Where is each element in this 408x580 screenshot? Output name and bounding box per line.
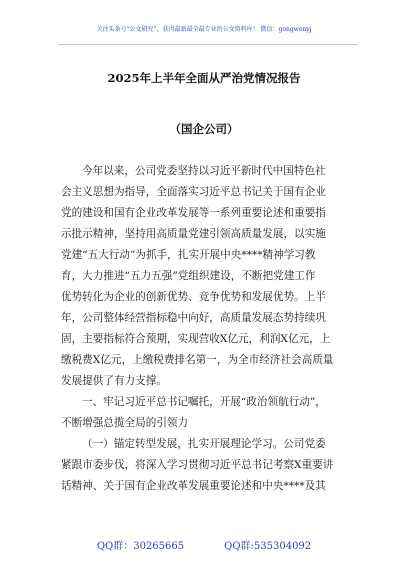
body-line: 党建“五大行动”为抓手，扎实开展中央****精神学习教 [61, 249, 316, 261]
body-line: 发展提供了有力支撑。 [61, 375, 167, 387]
body-line: 紧跟市委步伐，将深入学习贯彻习近平总书记考察X重要讲 [61, 459, 334, 471]
body-line: 会主义思想为指导，全面落实习近平总书记关于国有企业 [61, 186, 326, 198]
document-title: 2025年上半年全面从严治党情况报告 [107, 71, 301, 85]
body-line: 今年以来，公司党委坚持以习近平新时代中国特色社 [82, 165, 326, 177]
body-line: 年，公司整体经营指标稳中向好，高质量发展态势持续巩 [61, 312, 326, 324]
section-heading-line: 一、牢记习近平总书记嘱托，开展“政治领航行动”， [82, 396, 326, 408]
body-line: 育，大力推进“五力五强”党组织建设，不断把党建工作 [61, 270, 316, 282]
header-banner: 关注头条号“公文研究”，获得最新最全最专业的公文资料库！ 微信：gongwenyj [96, 26, 312, 33]
body-line: 话精神、关于国有企业改革发展重要论述和中央****及其 [61, 480, 326, 492]
footer-contacts [0, 537, 408, 552]
body-line: 示批示精神，坚持用高质量党建引领高质量发展，以实施 [61, 228, 326, 240]
body-line: 固，主要指标符合预期，实现营收X亿元，利润X亿元，上 [61, 333, 331, 345]
body-line: （一）锚定转型发展，扎实开展理论学习。公司党委 [82, 438, 326, 450]
footer-qq-group-2: QQ群:535304092 [224, 541, 312, 552]
body-line: 缴税费X亿元，上缴税费排名第一，为全市经济社会高质量 [61, 354, 334, 366]
header-divider [58, 44, 358, 45]
document-subtitle: （国企公司） [169, 122, 239, 136]
footer-qq-group-1: QQ群：30265665 [96, 541, 185, 552]
body-line: 党的建设和国有企业改革发展等一系列重要论述和重要指 [61, 207, 326, 219]
section-heading-line: 不断增强总揽全局的引领力 [61, 417, 189, 429]
body-line: 优势转化为企业的创新优势、竞争优势和发展优势。上半 [61, 291, 326, 303]
